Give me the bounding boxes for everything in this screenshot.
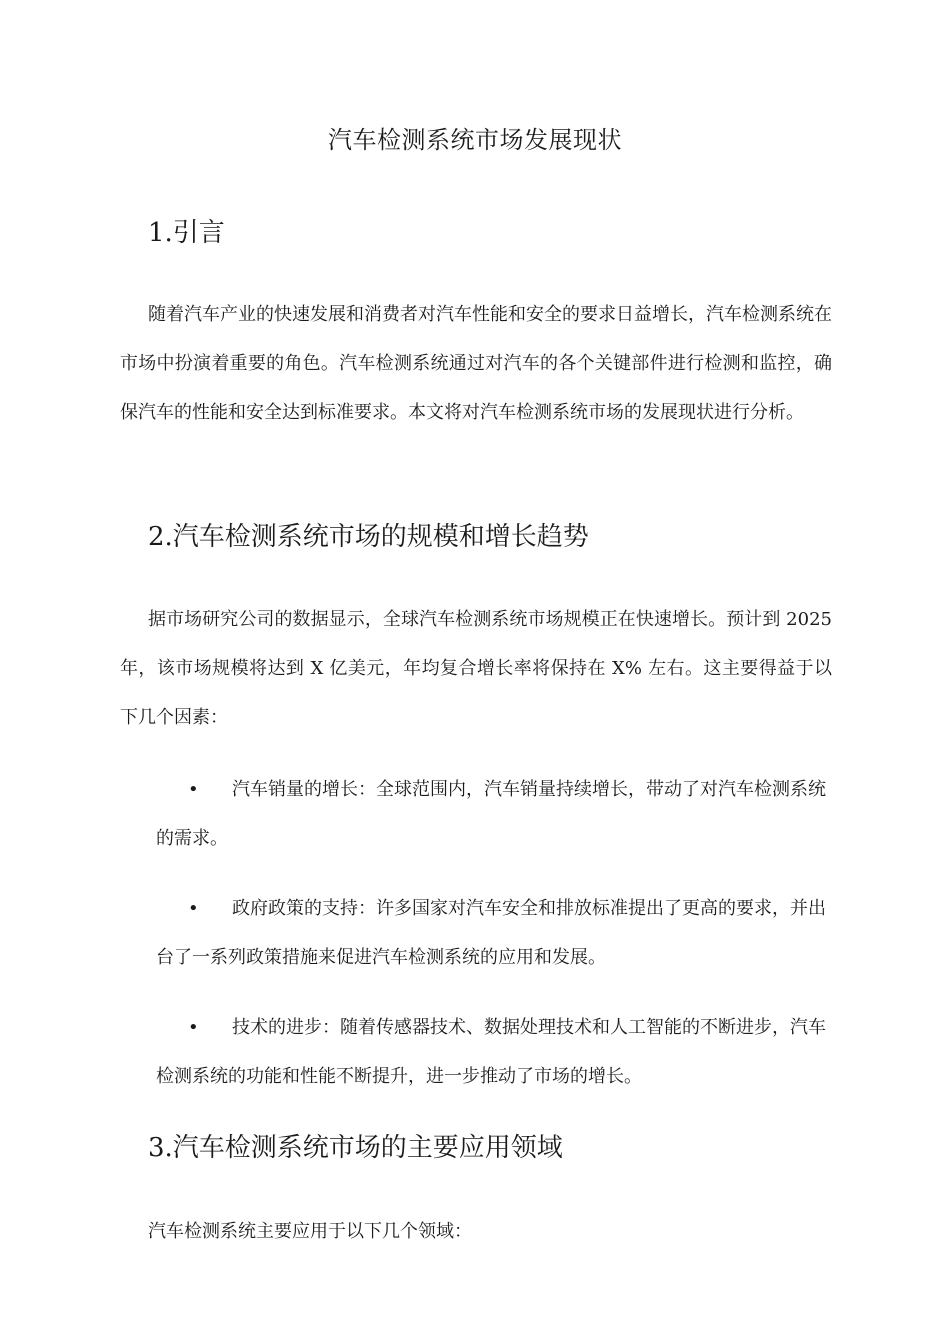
bullet-item-sales-growth: [156, 765, 832, 863]
bullet-text: 技术的进步：随着传感器技术、数据处理技术和人工智能的不断进步，汽车检测系统的功能和性能不断提升，进一步推动了市场的增长。: [156, 1017, 826, 1087]
paragraph-introduction: 随着汽车产业的快速发展和消费者对汽车性能和安全的要求日益增长，汽车检测系统在市场中扮演着重要的角色。汽车检测系统通过对汽车的各个关键部件进行检测和监控，确保汽车的性能和安全达到标准要求。本文将对汽车检测系统市场的发展现状进行分析。: [120, 304, 832, 423]
paragraph-market-size: 据市场研究公司的数据显示，全球汽车检测系统市场规模正在快速增长。预计到 2025 年，该市场规模将达到 X 亿美元，年均复合增长率将保持在 X% 左右。这主要得益于以下几个因素：: [120, 609, 832, 728]
bullet-icon: •: [188, 1017, 199, 1038]
bullet-icon: •: [188, 779, 199, 800]
section-heading-introduction: 1.引言: [148, 218, 225, 248]
bullet-text: 政府政策的支持：许多国家对汽车安全和排放标准提出了更高的要求，并出台了一系列政策措施来促进汽车检测系统的应用和发展。: [156, 898, 826, 968]
section-heading-application-areas: 3.汽车检测系统市场的主要应用领域: [148, 1133, 563, 1163]
bullet-item-policy-support: [156, 884, 832, 982]
document-title: 汽车检测系统市场发展现状: [328, 126, 622, 154]
paragraph-application-areas: 汽车检测系统主要应用于以下几个领域：: [148, 1221, 472, 1242]
section-heading-market-size: 2.汽车检测系统市场的规模和增长趋势: [148, 522, 589, 552]
bullet-icon: •: [188, 898, 199, 919]
bullet-text: 汽车销量的增长：全球范围内，汽车销量持续增长，带动了对汽车检测系统的需求。: [156, 779, 826, 849]
bullet-item-technology-progress: [156, 1003, 832, 1101]
